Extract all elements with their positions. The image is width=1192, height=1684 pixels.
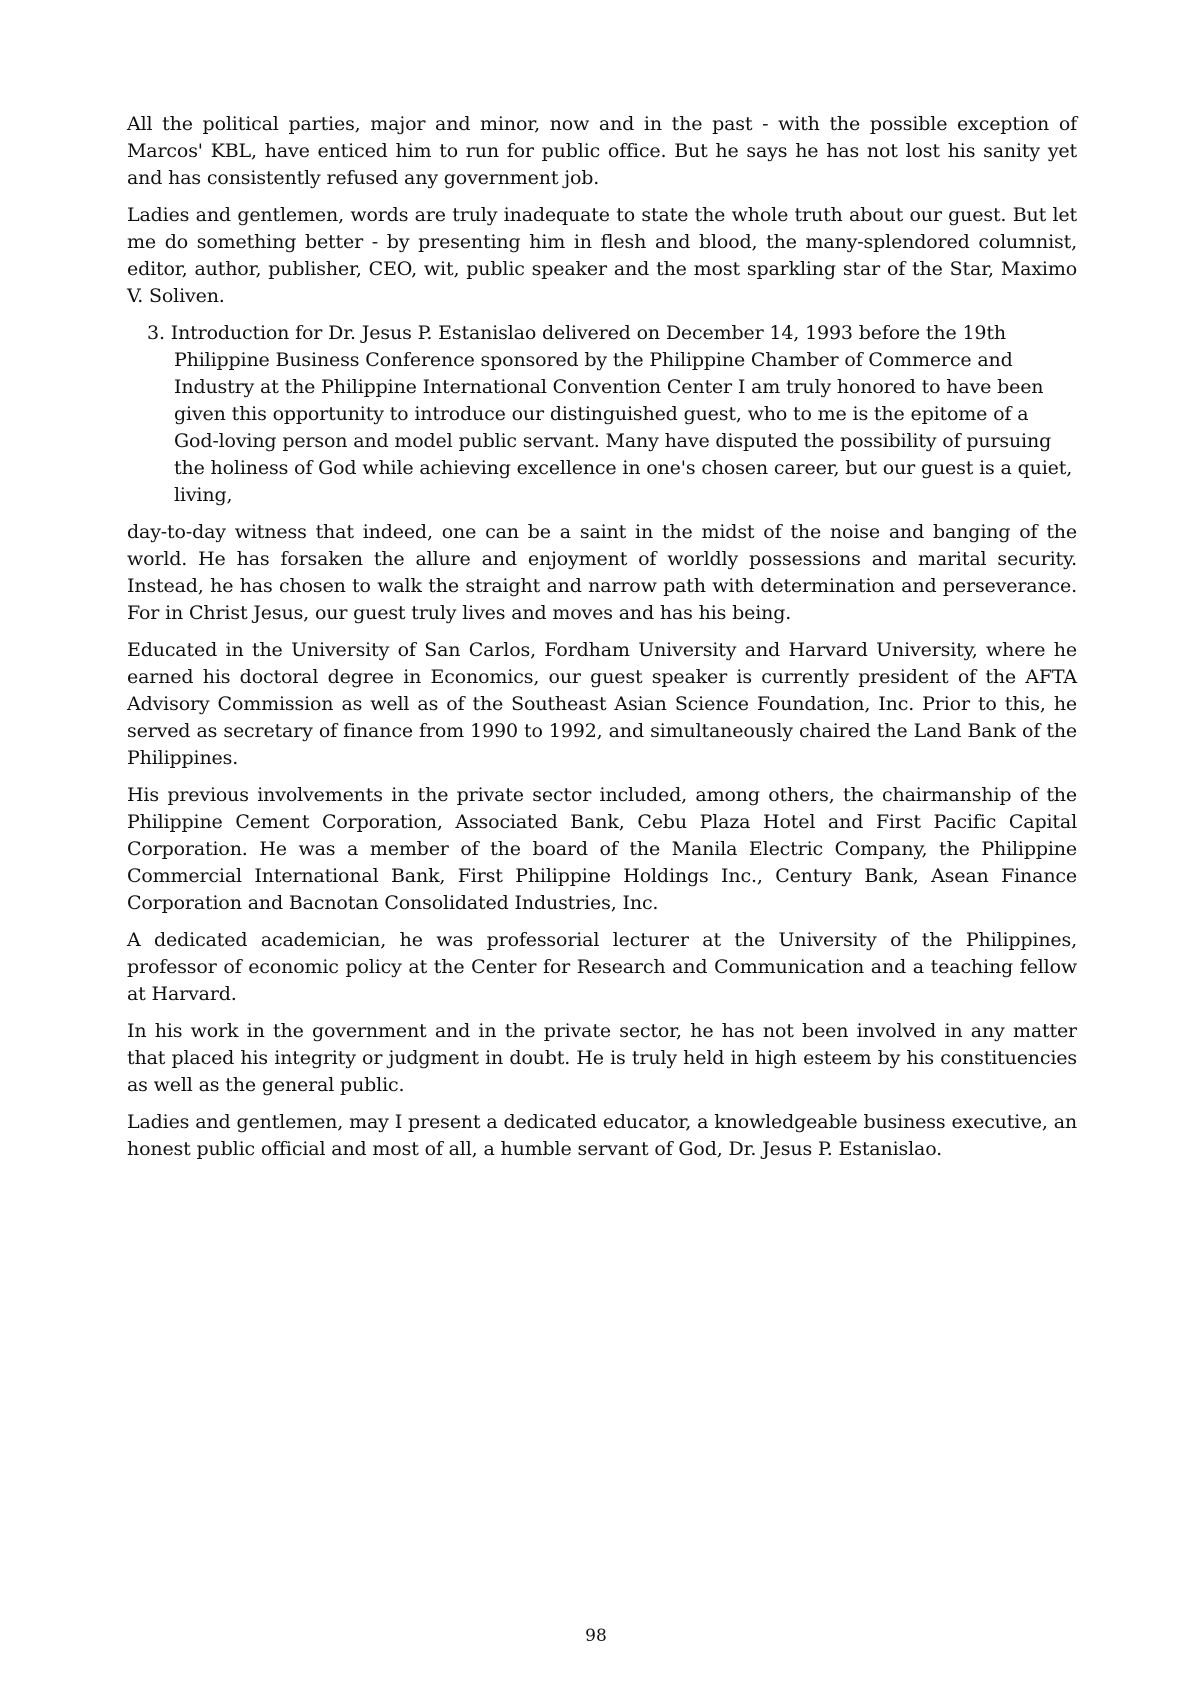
- page-number: 98: [585, 1626, 607, 1646]
- paragraph-academician: A dedicated academician, he was professorial lecturer at the University of the Philippines, professor of economic policy at the Center for Research and Communication and a teaching fellow at Harvard.: [127, 929, 1077, 1005]
- paragraph-introducing-soliven: Ladies and gentlemen, words are truly inadequate to state the whole truth about our guest. But let me do something better - by presenting him in flesh and blood, the many-splendored columnist, editor, author, publisher, CEO, wit, public speaker and the most sparkling star of the Star, Maximo V. Soliven.: [127, 204, 1077, 307]
- page-body: [127, 111, 1077, 1173]
- paragraph-closing: Ladies and gentlemen, may I present a dedicated educator, a knowledgeable business executive, an honest public official and most of all, a humble servant of God, Dr. Jesus P. Estanislao.: [127, 1111, 1077, 1160]
- paragraph-education: Educated in the University of San Carlos, Fordham University and Harvard University, where he earned his doctoral degree in Economics, our guest speaker is currently president of the AFTA Advisory Commission as well as of the Southeast Asian Science Foundation, Inc. Prior to this, he served as secretary of finance from 1990 to 1992, and simultaneously chaired the Land Bank of the Philippines.: [127, 639, 1077, 769]
- list-item-number: 3.: [147, 322, 165, 344]
- paragraph-integrity: In his work in the government and in the private sector, he has not been involved in any matter that placed his integrity or judgment in doubt. He is truly held in high esteem by his constituencies as well as the general public.: [127, 1020, 1077, 1096]
- list-item-introduction-estanislao: [127, 320, 1077, 509]
- paragraph-witness: day-to-day witness that indeed, one can be a saint in the midst of the noise and banging of the world. He has forsaken the allure and enjoyment of worldly possessions and marital security. Instead, he has chosen to walk the straight and narrow path with determination and perseverance. For in Christ Jesus, our guest truly lives and moves and has his being.: [127, 521, 1077, 624]
- list-item-text: Introduction for Dr. Jesus P. Estanislao delivered on December 14, 1993 before the 19th Philippine Business Conference sponsored by the Philippine Chamber of Commerce and Industry at the Philippine International Convention Center I am truly honored to have been given this opportunity to introduce our distinguished guest, who to me is the epitome of a God-loving person and model public servant. Many have disputed the possibility of pursuing the holiness of God while achieving excellence in one's chosen career, but our guest is a quiet, living,: [170, 322, 1073, 506]
- paragraph-political-parties: All the political parties, major and minor, now and in the past - with the possible exception of Marcos' KBL, have enticed him to run for public office. But he says he has not lost his sanity yet and has consistently refused any government job.: [127, 113, 1077, 189]
- paragraph-private-sector: His previous involvements in the private sector included, among others, the chairmanship of the Philippine Cement Corporation, Associated Bank, Cebu Plaza Hotel and First Pacific Capital Corporation. He was a member of the board of the Manila Electric Company, the Philippine Commercial International Bank, First Philippine Holdings Inc., Century Bank, Asean Finance Corporation and Bacnotan Consolidated Industries, Inc.: [127, 784, 1077, 914]
